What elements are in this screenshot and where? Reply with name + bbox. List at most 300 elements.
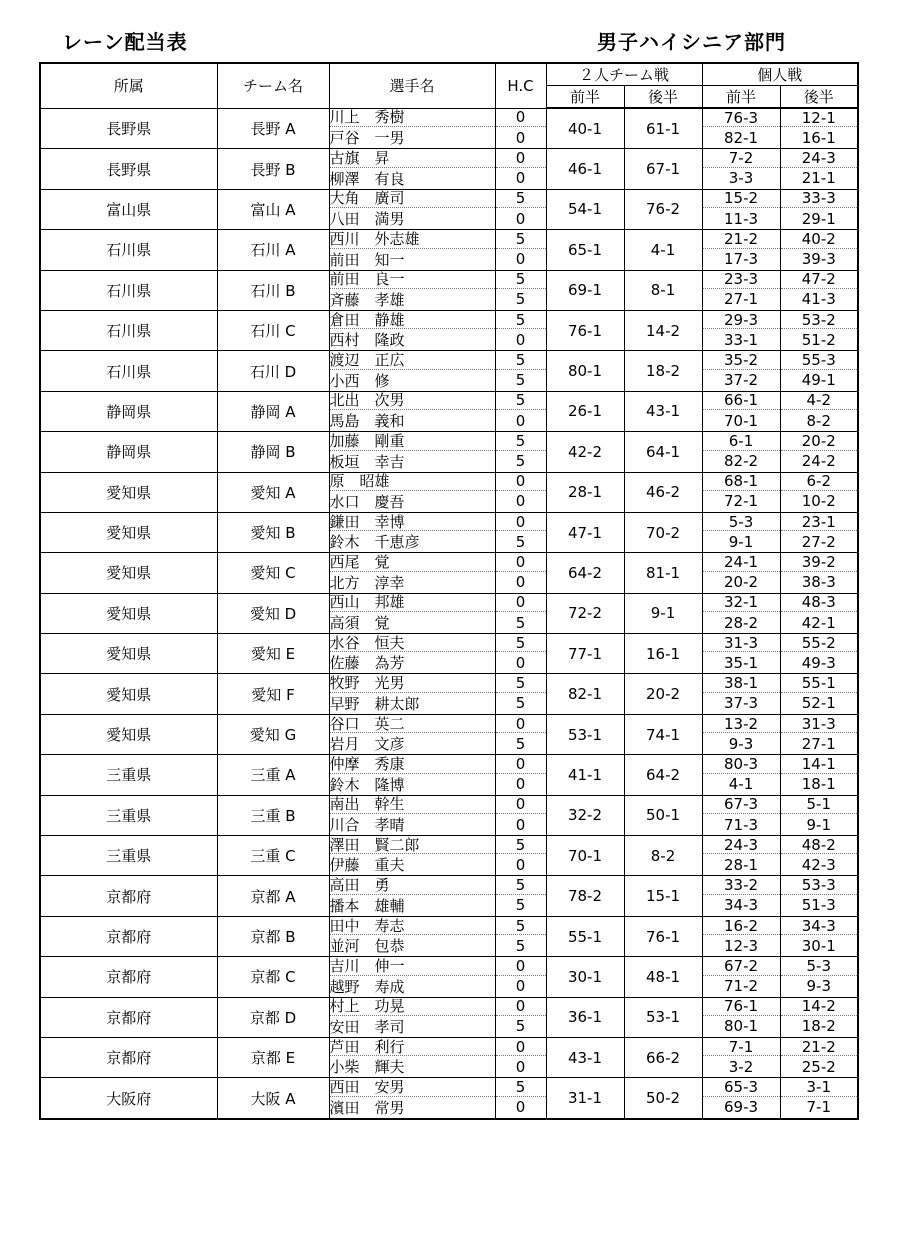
indiv-lane-second-cell: 5-1 [780,795,858,813]
affiliation-cell: 愛知県 [40,512,217,552]
affiliation-cell: 石川県 [40,310,217,350]
player-name-cell: 播本 雄輔 [329,894,495,916]
player-name-cell: 戸谷 一男 [329,127,495,149]
indiv-lane-first-cell: 29-3 [702,310,780,328]
indiv-lane-second-cell: 53-3 [780,876,858,894]
indiv-lane-second-cell: 10-2 [780,490,858,512]
table-row [40,230,858,248]
team-lane-first-cell: 70-1 [546,836,624,876]
indiv-lane-first-cell: 37-3 [702,692,780,714]
indiv-lane-first-cell: 80-1 [702,1015,780,1037]
indiv-lane-first-cell: 80-3 [702,755,780,773]
team-cell: 愛知 E [217,634,329,674]
team-lane-second-cell: 20-2 [624,674,702,714]
hc-cell: 5 [495,450,546,472]
team-cell: 京都 B [217,916,329,956]
indiv-lane-second-cell: 16-1 [780,127,858,149]
player-name-cell: 川合 孝晴 [329,814,495,836]
team-lane-second-cell: 50-1 [624,795,702,835]
hc-cell: 5 [495,692,546,714]
indiv-lane-first-cell: 15-2 [702,189,780,207]
player-name-cell: 岩月 文彦 [329,733,495,755]
player-name-cell: 馬島 義和 [329,410,495,432]
lane-assignment-table [39,62,859,1120]
hc-cell: 5 [495,674,546,692]
col-team: チーム名 [217,63,329,108]
hc-cell: 5 [495,391,546,409]
indiv-lane-second-cell: 30-1 [780,935,858,957]
affiliation-cell: 三重県 [40,795,217,835]
col-affiliation: 所属 [40,63,217,108]
team-lane-first-cell: 65-1 [546,230,624,270]
indiv-lane-first-cell: 82-2 [702,450,780,472]
team-cell: 静岡 A [217,391,329,431]
indiv-lane-first-cell: 35-1 [702,652,780,674]
indiv-lane-first-cell: 38-1 [702,674,780,692]
team-lane-first-cell: 80-1 [546,351,624,391]
hc-cell: 5 [495,733,546,755]
indiv-lane-second-cell: 18-2 [780,1015,858,1037]
team-lane-second-cell: 46-2 [624,472,702,512]
indiv-lane-second-cell: 39-3 [780,248,858,270]
team-lane-first-cell: 42-2 [546,432,624,472]
team-lane-first-cell: 76-1 [546,310,624,350]
team-lane-first-cell: 82-1 [546,674,624,714]
indiv-lane-first-cell: 33-2 [702,876,780,894]
indiv-lane-second-cell: 8-2 [780,410,858,432]
team-lane-second-cell: 14-2 [624,310,702,350]
player-name-cell: 小柴 輝夫 [329,1056,495,1078]
page-title: レーン配当表 [62,30,188,54]
hc-cell: 0 [495,571,546,593]
hc-cell: 0 [495,410,546,432]
table-row [40,634,858,652]
hc-cell: 5 [495,894,546,916]
hc-cell: 0 [495,108,546,127]
team-lane-second-cell: 81-1 [624,553,702,593]
hc-cell: 5 [495,876,546,894]
team-cell: 石川 A [217,230,329,270]
affiliation-cell: 長野県 [40,149,217,189]
hc-cell: 0 [495,167,546,189]
indiv-lane-second-cell: 9-1 [780,814,858,836]
team-lane-first-cell: 53-1 [546,714,624,754]
indiv-lane-second-cell: 9-3 [780,975,858,997]
indiv-lane-first-cell: 65-3 [702,1078,780,1096]
indiv-lane-second-cell: 51-3 [780,894,858,916]
indiv-lane-first-cell: 69-3 [702,1096,780,1119]
hc-cell: 0 [495,957,546,975]
team-lane-first-cell: 28-1 [546,472,624,512]
indiv-lane-first-cell: 20-2 [702,571,780,593]
hc-cell: 0 [495,652,546,674]
hc-cell: 0 [495,997,546,1015]
player-name-cell: 八田 満男 [329,208,495,230]
player-name-cell: 水谷 恒夫 [329,634,495,652]
indiv-lane-first-cell: 72-1 [702,490,780,512]
indiv-lane-second-cell: 49-3 [780,652,858,674]
hc-cell: 0 [495,1096,546,1119]
indiv-lane-second-cell: 48-2 [780,836,858,854]
indiv-lane-second-cell: 7-1 [780,1096,858,1119]
hc-cell: 0 [495,854,546,876]
indiv-lane-first-cell: 21-2 [702,230,780,248]
table-row [40,270,858,288]
hc-cell: 5 [495,836,546,854]
player-name-cell: 渡辺 正広 [329,351,495,369]
indiv-lane-first-cell: 17-3 [702,248,780,270]
table-row [40,149,858,167]
hc-cell: 5 [495,634,546,652]
col-indiv-second-half: 後半 [780,86,858,109]
indiv-lane-second-cell: 38-3 [780,571,858,593]
player-name-cell: 西川 外志雄 [329,230,495,248]
hc-cell: 5 [495,1015,546,1037]
affiliation-cell: 京都府 [40,916,217,956]
indiv-lane-second-cell: 55-3 [780,351,858,369]
hc-cell: 0 [495,329,546,351]
indiv-lane-first-cell: 7-1 [702,1037,780,1055]
player-name-cell: 北出 次男 [329,391,495,409]
affiliation-cell: 愛知県 [40,714,217,754]
player-name-cell: 仲摩 秀康 [329,755,495,773]
indiv-lane-second-cell: 3-1 [780,1078,858,1096]
indiv-lane-second-cell: 52-1 [780,692,858,714]
affiliation-cell: 愛知県 [40,674,217,714]
affiliation-cell: 富山県 [40,189,217,229]
hc-cell: 5 [495,432,546,450]
team-cell: 長野 B [217,149,329,189]
indiv-lane-second-cell: 53-2 [780,310,858,328]
indiv-lane-first-cell: 4-1 [702,773,780,795]
indiv-lane-second-cell: 6-2 [780,472,858,490]
table-row [40,472,858,490]
team-cell: 石川 C [217,310,329,350]
hc-cell: 5 [495,310,546,328]
col-team-first-half: 前半 [546,86,624,109]
col-player: 選手名 [329,63,495,108]
affiliation-cell: 京都府 [40,1037,217,1077]
indiv-lane-second-cell: 55-1 [780,674,858,692]
player-name-cell: 村上 功晃 [329,997,495,1015]
table-row [40,391,858,409]
team-lane-second-cell: 48-1 [624,957,702,997]
team-lane-second-cell: 16-1 [624,634,702,674]
indiv-lane-first-cell: 3-3 [702,167,780,189]
player-name-cell: 濱田 常男 [329,1096,495,1119]
team-lane-second-cell: 8-1 [624,270,702,310]
indiv-lane-first-cell: 16-2 [702,916,780,934]
team-lane-second-cell: 67-1 [624,149,702,189]
indiv-lane-first-cell: 12-3 [702,935,780,957]
player-name-cell: 西山 邦雄 [329,593,495,611]
col-hc: H.C [495,63,546,108]
indiv-lane-first-cell: 76-1 [702,997,780,1015]
player-name-cell: 鈴木 隆博 [329,773,495,795]
hc-cell: 5 [495,288,546,310]
team-lane-second-cell: 76-2 [624,189,702,229]
player-name-cell: 早野 耕太郎 [329,692,495,714]
affiliation-cell: 京都府 [40,876,217,916]
hc-cell: 0 [495,127,546,149]
player-name-cell: 澤田 賢二郎 [329,836,495,854]
indiv-lane-second-cell: 34-3 [780,916,858,934]
indiv-lane-second-cell: 27-2 [780,531,858,553]
player-name-cell: 佐藤 為芳 [329,652,495,674]
hc-cell: 0 [495,714,546,732]
team-cell: 愛知 D [217,593,329,633]
player-name-cell: 前田 良一 [329,270,495,288]
team-cell: 富山 A [217,189,329,229]
team-lane-first-cell: 47-1 [546,512,624,552]
hc-cell: 5 [495,612,546,634]
affiliation-cell: 長野県 [40,108,217,149]
table-row [40,593,858,611]
table-row [40,310,858,328]
affiliation-cell: 京都府 [40,957,217,997]
indiv-lane-first-cell: 34-3 [702,894,780,916]
table-row [40,836,858,854]
player-name-cell: 並河 包恭 [329,935,495,957]
table-row [40,755,858,773]
indiv-lane-second-cell: 21-1 [780,167,858,189]
table-row [40,876,858,894]
team-lane-second-cell: 15-1 [624,876,702,916]
indiv-lane-first-cell: 67-3 [702,795,780,813]
affiliation-cell: 大阪府 [40,1078,217,1119]
team-cell: 石川 D [217,351,329,391]
team-lane-first-cell: 54-1 [546,189,624,229]
player-name-cell: 吉川 伸一 [329,957,495,975]
team-lane-first-cell: 31-1 [546,1078,624,1119]
table-row [40,674,858,692]
indiv-lane-second-cell: 47-2 [780,270,858,288]
indiv-lane-first-cell: 6-1 [702,432,780,450]
team-lane-second-cell: 64-1 [624,432,702,472]
hc-cell: 5 [495,189,546,207]
col-team-second-half: 後半 [624,86,702,109]
indiv-lane-second-cell: 24-3 [780,149,858,167]
division-title: 男子ハイシニア部門 [597,30,786,54]
player-name-cell: 大角 廣司 [329,189,495,207]
indiv-lane-second-cell: 42-3 [780,854,858,876]
team-lane-second-cell: 4-1 [624,230,702,270]
hc-cell: 5 [495,935,546,957]
team-lane-second-cell: 8-2 [624,836,702,876]
col-indiv-lane: 個人戦 [702,63,858,86]
table-row [40,997,858,1015]
indiv-lane-first-cell: 82-1 [702,127,780,149]
indiv-lane-second-cell: 12-1 [780,108,858,127]
team-cell: 京都 C [217,957,329,997]
indiv-lane-first-cell: 37-2 [702,369,780,391]
affiliation-cell: 石川県 [40,230,217,270]
player-name-cell: 鎌田 幸博 [329,512,495,530]
hc-cell: 0 [495,208,546,230]
team-cell: 静岡 B [217,432,329,472]
indiv-lane-first-cell: 13-2 [702,714,780,732]
player-name-cell: 板垣 幸吉 [329,450,495,472]
indiv-lane-first-cell: 24-1 [702,553,780,571]
indiv-lane-first-cell: 23-3 [702,270,780,288]
hc-cell: 0 [495,795,546,813]
indiv-lane-first-cell: 71-3 [702,814,780,836]
indiv-lane-second-cell: 42-1 [780,612,858,634]
table-row [40,1037,858,1055]
player-name-cell: 古旗 昇 [329,149,495,167]
team-cell: 石川 B [217,270,329,310]
indiv-lane-first-cell: 31-3 [702,634,780,652]
player-name-cell: 芦田 利行 [329,1037,495,1055]
team-cell: 愛知 A [217,472,329,512]
hc-cell: 0 [495,149,546,167]
affiliation-cell: 三重県 [40,836,217,876]
indiv-lane-first-cell: 7-2 [702,149,780,167]
team-lane-first-cell: 55-1 [546,916,624,956]
hc-cell: 0 [495,248,546,270]
team-cell: 京都 A [217,876,329,916]
player-name-cell: 鈴木 千恵彦 [329,531,495,553]
team-lane-first-cell: 64-2 [546,553,624,593]
player-name-cell: 安田 孝司 [329,1015,495,1037]
affiliation-cell: 愛知県 [40,472,217,512]
table-header [40,63,858,108]
hc-cell: 5 [495,916,546,934]
hc-cell: 5 [495,230,546,248]
indiv-lane-first-cell: 27-1 [702,288,780,310]
team-cell: 愛知 G [217,714,329,754]
indiv-lane-second-cell: 20-2 [780,432,858,450]
team-lane-first-cell: 40-1 [546,108,624,149]
indiv-lane-first-cell: 9-3 [702,733,780,755]
team-lane-second-cell: 61-1 [624,108,702,149]
player-name-cell: 加藤 剛重 [329,432,495,450]
team-cell: 三重 C [217,836,329,876]
col-team-lane: ２人チーム戦 [546,63,702,86]
table-row [40,916,858,934]
affiliation-cell: 愛知県 [40,593,217,633]
table-row [40,795,858,813]
team-lane-second-cell: 74-1 [624,714,702,754]
indiv-lane-first-cell: 67-2 [702,957,780,975]
player-name-cell: 北方 淳幸 [329,571,495,593]
indiv-lane-first-cell: 9-1 [702,531,780,553]
team-lane-second-cell: 66-2 [624,1037,702,1077]
hc-cell: 5 [495,369,546,391]
hc-cell: 0 [495,975,546,997]
affiliation-cell: 石川県 [40,270,217,310]
table-row [40,553,858,571]
affiliation-cell: 石川県 [40,351,217,391]
indiv-lane-first-cell: 24-3 [702,836,780,854]
indiv-lane-first-cell: 66-1 [702,391,780,409]
team-lane-second-cell: 70-2 [624,512,702,552]
player-name-cell: 斉藤 孝雄 [329,288,495,310]
team-lane-first-cell: 36-1 [546,997,624,1037]
player-name-cell: 柳澤 有良 [329,167,495,189]
indiv-lane-second-cell: 48-3 [780,593,858,611]
indiv-lane-first-cell: 28-2 [702,612,780,634]
team-lane-first-cell: 78-2 [546,876,624,916]
team-cell: 三重 B [217,795,329,835]
indiv-lane-second-cell: 39-2 [780,553,858,571]
indiv-lane-second-cell: 40-2 [780,230,858,248]
table-row [40,1078,858,1096]
indiv-lane-first-cell: 70-1 [702,410,780,432]
table-row [40,512,858,530]
indiv-lane-second-cell: 29-1 [780,208,858,230]
hc-cell: 0 [495,755,546,773]
indiv-lane-second-cell: 31-3 [780,714,858,732]
table-row [40,189,858,207]
indiv-lane-second-cell: 24-2 [780,450,858,472]
team-lane-first-cell: 69-1 [546,270,624,310]
team-lane-first-cell: 43-1 [546,1037,624,1077]
player-name-cell: 高田 勇 [329,876,495,894]
team-cell: 愛知 F [217,674,329,714]
hc-cell: 0 [495,512,546,530]
player-name-cell: 倉田 静雄 [329,310,495,328]
team-lane-second-cell: 9-1 [624,593,702,633]
hc-cell: 0 [495,773,546,795]
indiv-lane-second-cell: 33-3 [780,189,858,207]
hc-cell: 5 [495,351,546,369]
team-cell: 愛知 C [217,553,329,593]
affiliation-cell: 愛知県 [40,553,217,593]
affiliation-cell: 静岡県 [40,391,217,431]
affiliation-cell: 愛知県 [40,634,217,674]
team-lane-second-cell: 18-2 [624,351,702,391]
player-name-cell: 田中 寿志 [329,916,495,934]
player-name-cell: 原 昭雄 [329,472,495,490]
indiv-lane-second-cell: 18-1 [780,773,858,795]
indiv-lane-first-cell: 5-3 [702,512,780,530]
table-body [40,108,858,1119]
indiv-lane-first-cell: 68-1 [702,472,780,490]
team-cell: 長野 A [217,108,329,149]
indiv-lane-second-cell: 55-2 [780,634,858,652]
team-lane-second-cell: 50-2 [624,1078,702,1119]
team-lane-first-cell: 32-2 [546,795,624,835]
indiv-lane-second-cell: 14-1 [780,755,858,773]
team-lane-first-cell: 46-1 [546,149,624,189]
hc-cell: 0 [495,1037,546,1055]
hc-cell: 0 [495,553,546,571]
indiv-lane-second-cell: 14-2 [780,997,858,1015]
team-lane-first-cell: 26-1 [546,391,624,431]
player-name-cell: 牧野 光男 [329,674,495,692]
indiv-lane-first-cell: 32-1 [702,593,780,611]
team-cell: 愛知 B [217,512,329,552]
indiv-lane-second-cell: 5-3 [780,957,858,975]
team-lane-second-cell: 64-2 [624,755,702,795]
player-name-cell: 前田 知一 [329,248,495,270]
player-name-cell: 小西 修 [329,369,495,391]
indiv-lane-first-cell: 11-3 [702,208,780,230]
team-cell: 大阪 A [217,1078,329,1119]
team-lane-second-cell: 53-1 [624,997,702,1037]
team-lane-second-cell: 43-1 [624,391,702,431]
indiv-lane-second-cell: 41-3 [780,288,858,310]
indiv-lane-second-cell: 25-2 [780,1056,858,1078]
affiliation-cell: 三重県 [40,755,217,795]
hc-cell: 0 [495,593,546,611]
hc-cell: 0 [495,1056,546,1078]
player-name-cell: 高須 覚 [329,612,495,634]
player-name-cell: 伊藤 重夫 [329,854,495,876]
indiv-lane-first-cell: 28-1 [702,854,780,876]
table-row [40,351,858,369]
